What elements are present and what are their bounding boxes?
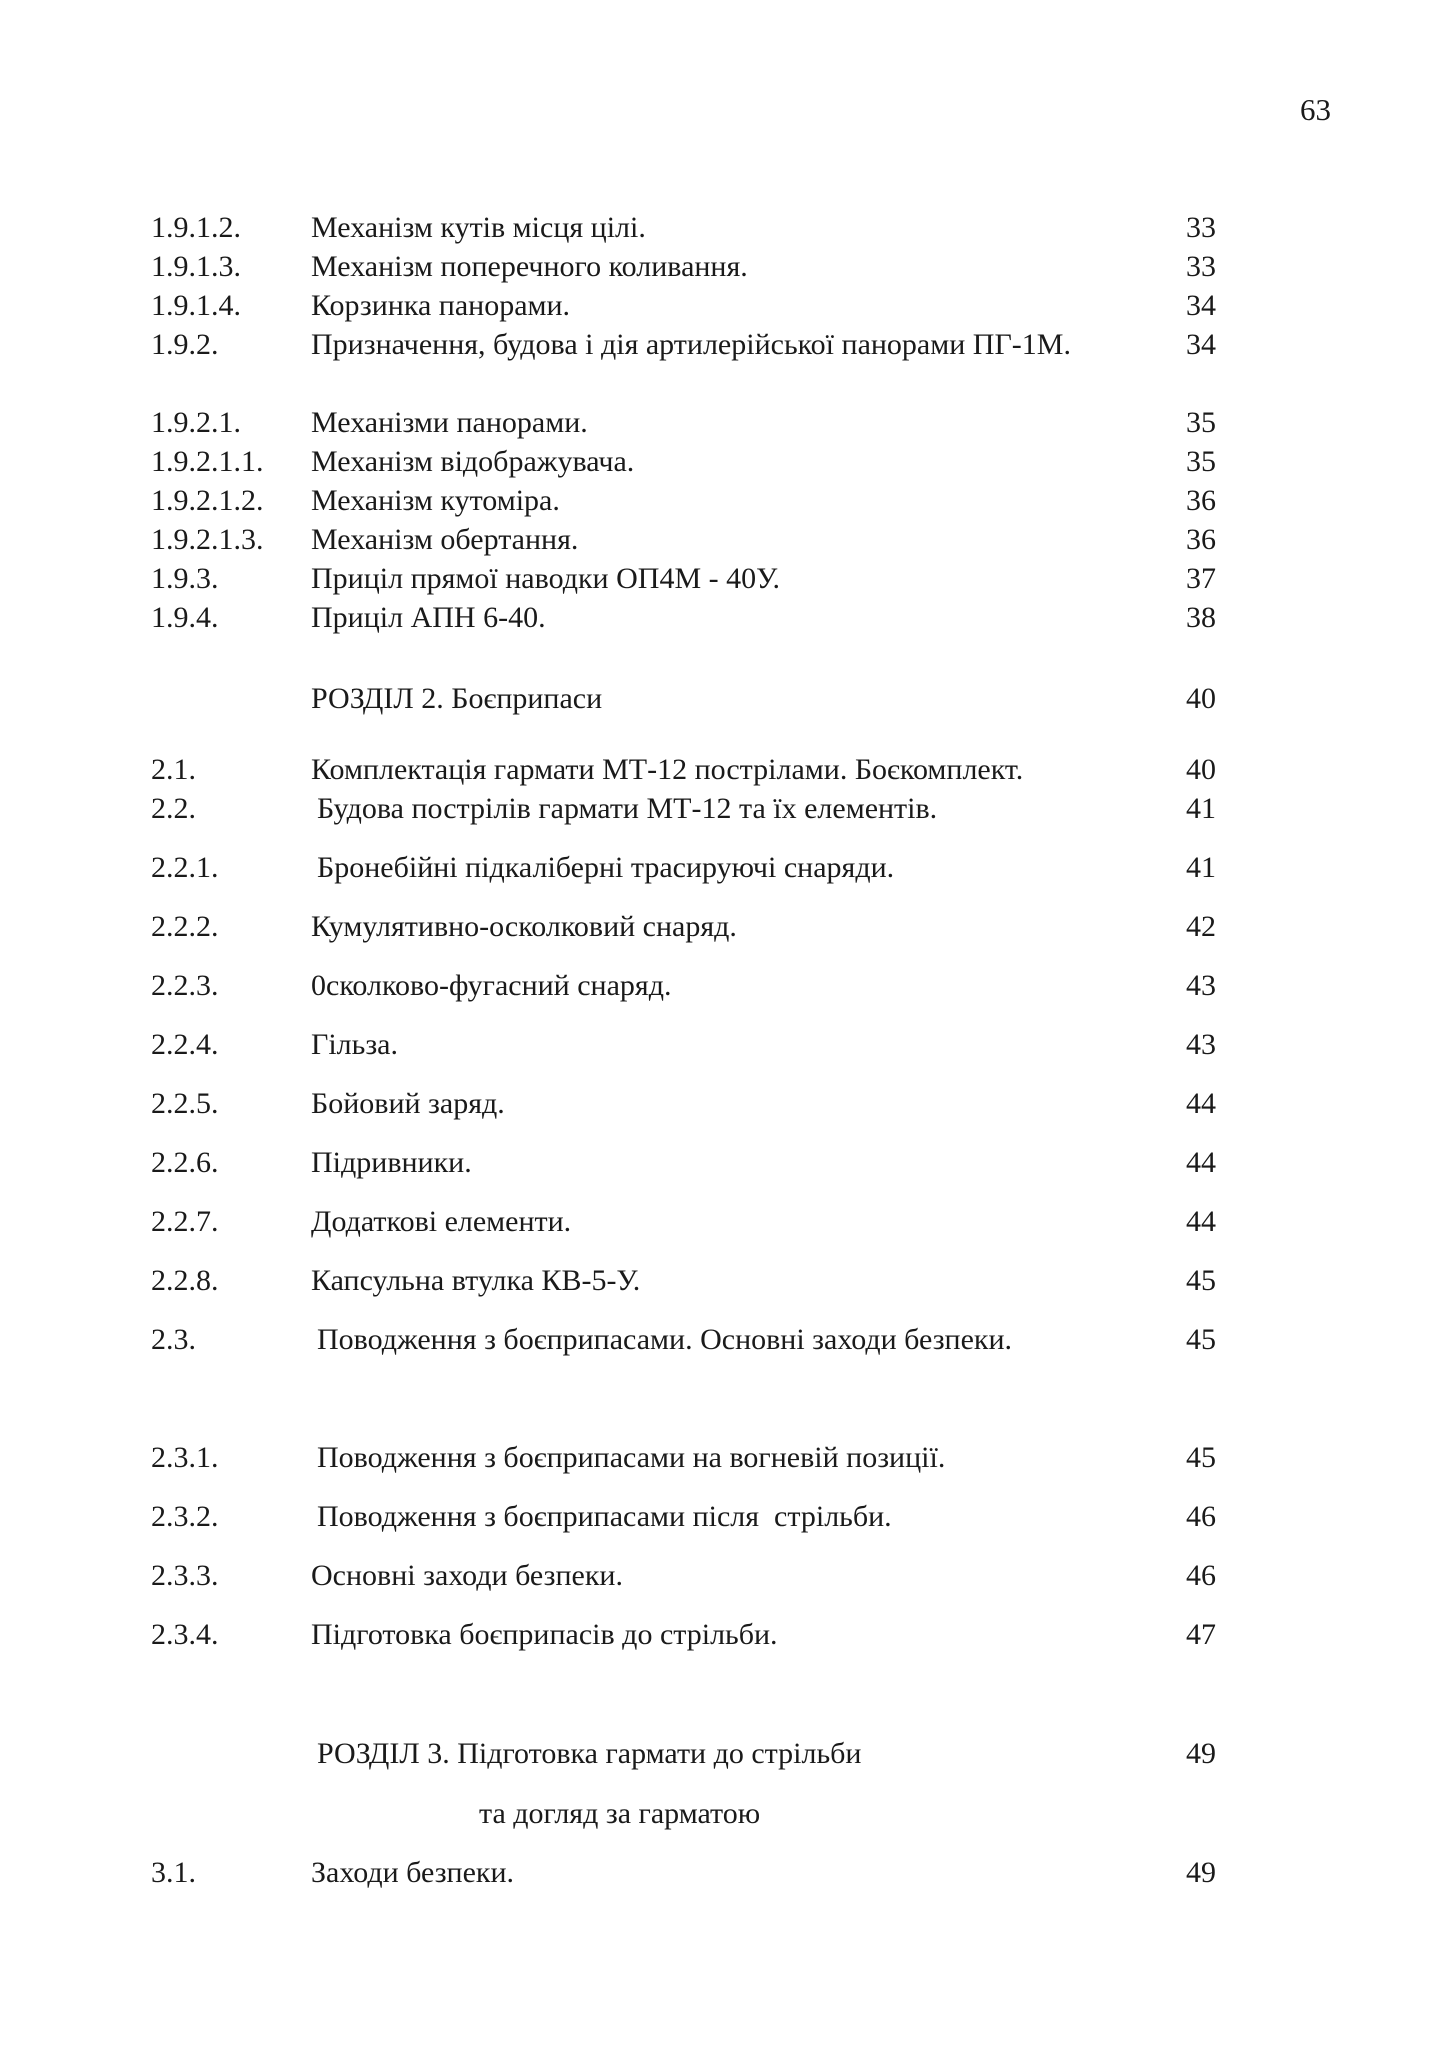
entry-page: 46 (1186, 1500, 1216, 1533)
entry-title: Механізм відображувача. (311, 445, 635, 478)
entry-number: 2.2.1. (151, 851, 219, 884)
entry-page: 35 (1186, 445, 1216, 478)
entry-title: Корзинка панорами. (311, 289, 571, 322)
section-3-heading-line1: РОЗДІЛ 3. Підготовка гармати до стрільби (317, 1737, 862, 1770)
entry-title: Бойовий заряд. (311, 1087, 505, 1120)
entry-title: Будова пострілів гармати МТ-12 та їх елементів. (317, 792, 938, 825)
entry-number: 2.3. (151, 1323, 196, 1356)
entry-number: 2.3.1. (151, 1441, 219, 1474)
entry-title: Поводження з боєприпасами. Основні заходи безпеки. (317, 1323, 1013, 1356)
entry-page: 45 (1186, 1441, 1216, 1474)
entry-number: 1.9.1.4. (151, 289, 241, 322)
toc-entry (0, 1025, 1449, 1069)
toc-entry (0, 520, 1449, 564)
entry-title: Підривники. (311, 1146, 472, 1179)
toc-entry (0, 598, 1449, 642)
entry-page: 33 (1186, 211, 1216, 244)
entry-title: Призначення, будова і дія артилерійської панорами ПГ-1М. (311, 328, 1071, 361)
entry-title: Механізм кутів місця цілі. (311, 211, 646, 244)
entry-number: 2.3.2. (151, 1500, 219, 1533)
entry-number: 1.9.1.3. (151, 250, 241, 283)
entry-page: 36 (1186, 484, 1216, 517)
entry-title: Механізм поперечного коливання. (311, 250, 748, 283)
entry-page: 34 (1186, 289, 1216, 322)
entry-number: 2.2.5. (151, 1087, 219, 1120)
toc-entry (0, 750, 1449, 794)
entry-page: 35 (1186, 406, 1216, 439)
entry-title: Основні заходи безпеки. (311, 1559, 623, 1592)
entry-page: 41 (1186, 792, 1216, 825)
page-number: 63 (1300, 92, 1331, 127)
toc-entry (0, 1853, 1449, 1897)
entry-page: 44 (1186, 1087, 1216, 1120)
toc-entry (0, 907, 1449, 951)
entry-title: Гільза. (311, 1028, 398, 1061)
entry-page: 40 (1186, 753, 1216, 786)
entry-title: Поводження з боєприпасами після стрільби. (317, 1500, 892, 1533)
entry-page: 38 (1186, 601, 1216, 634)
entry-number: 1.9.4. (151, 601, 219, 634)
entry-title: Приціл прямої наводки ОП4М - 40У. (311, 562, 780, 595)
toc-entry (0, 1202, 1449, 1246)
toc-entry (0, 286, 1449, 330)
toc-entry (0, 1084, 1449, 1128)
entry-number: 1.9.3. (151, 562, 219, 595)
entry-page: 49 (1186, 1856, 1216, 1889)
entry-number: 1.9.2.1. (151, 406, 241, 439)
entry-page: 36 (1186, 523, 1216, 556)
section-3-heading-line2: та догляд за гарматою (479, 1797, 761, 1830)
toc-entry (0, 481, 1449, 525)
entry-page: 34 (1186, 328, 1216, 361)
entry-page: 43 (1186, 969, 1216, 1002)
entry-number: 2.2.4. (151, 1028, 219, 1061)
entry-number: 1.9.2. (151, 328, 219, 361)
entry-page: 44 (1186, 1146, 1216, 1179)
toc-entry (0, 442, 1449, 486)
toc-entry (0, 325, 1449, 409)
toc-entry (0, 208, 1449, 252)
toc-entry (0, 1438, 1449, 1482)
entry-page: 42 (1186, 910, 1216, 943)
toc-entry (0, 966, 1449, 1010)
toc-entry (0, 1497, 1449, 1541)
entry-number: 1.9.2.1.1. (151, 445, 264, 478)
entry-title: Заходи безпеки. (311, 1856, 515, 1889)
entry-page: 45 (1186, 1323, 1216, 1356)
entry-title: Комплектація гармати МТ-12 пострілами. Боєкомплект. (311, 753, 1024, 786)
entry-page: 33 (1186, 250, 1216, 283)
entry-number: 2.3.4. (151, 1618, 219, 1651)
entry-title: 0сколково-фугасний снаряд. (311, 969, 672, 1002)
entry-title: Кумулятивно-осколковий снаряд. (311, 910, 737, 943)
toc-entry (0, 403, 1449, 447)
entry-number: 1.9.1.2. (151, 211, 241, 244)
entry-page: 37 (1186, 562, 1216, 595)
entry-title: Поводження з боєприпасами на вогневій позиції. (317, 1441, 946, 1474)
entry-number: 2.2.6. (151, 1146, 219, 1179)
entry-number: 2.3.3. (151, 1559, 219, 1592)
entry-number: 1.9.2.1.3. (151, 523, 264, 556)
entry-number: 3.1. (151, 1856, 196, 1889)
entry-title: Додаткові елементи. (311, 1205, 572, 1238)
toc-entry (0, 1261, 1449, 1305)
toc-entry (0, 247, 1449, 291)
section-2-page: 40 (1186, 682, 1216, 715)
entry-number: 2.1. (151, 753, 196, 786)
toc-entry (0, 848, 1449, 892)
entry-number: 2.2.7. (151, 1205, 219, 1238)
entry-title: Механізм кутоміра. (311, 484, 560, 517)
entry-number: 2.2. (151, 792, 196, 825)
toc-entry (0, 559, 1449, 603)
entry-title: Підготовка боєприпасів до стрільби. (311, 1618, 778, 1651)
entry-number: 2.2.8. (151, 1264, 219, 1297)
entry-title: Бронебійні підкаліберні трасируючі снаряди. (317, 851, 895, 884)
toc-entry (0, 1615, 1449, 1659)
section-3-page: 49 (1186, 1737, 1216, 1770)
entry-number: 2.2.2. (151, 910, 219, 943)
entry-page: 43 (1186, 1028, 1216, 1061)
entry-page: 41 (1186, 851, 1216, 884)
entry-page: 47 (1186, 1618, 1216, 1651)
entry-page: 44 (1186, 1205, 1216, 1238)
entry-number: 1.9.2.1.2. (151, 484, 264, 517)
toc-entry (0, 1143, 1449, 1187)
toc-entry (0, 1556, 1449, 1600)
toc-entry (0, 789, 1449, 833)
entry-title: Приціл АПН 6-40. (311, 601, 546, 634)
toc-entry (0, 1320, 1449, 1420)
section-2-heading: РОЗДІЛ 2. Боєприпаси (311, 682, 603, 715)
entry-title: Капсульна втулка КВ-5-У. (311, 1264, 641, 1297)
entry-number: 2.2.3. (151, 969, 219, 1002)
entry-title: Механізми панорами. (311, 406, 588, 439)
entry-page: 46 (1186, 1559, 1216, 1592)
entry-page: 45 (1186, 1264, 1216, 1297)
entry-title: Механізм обертання. (311, 523, 579, 556)
